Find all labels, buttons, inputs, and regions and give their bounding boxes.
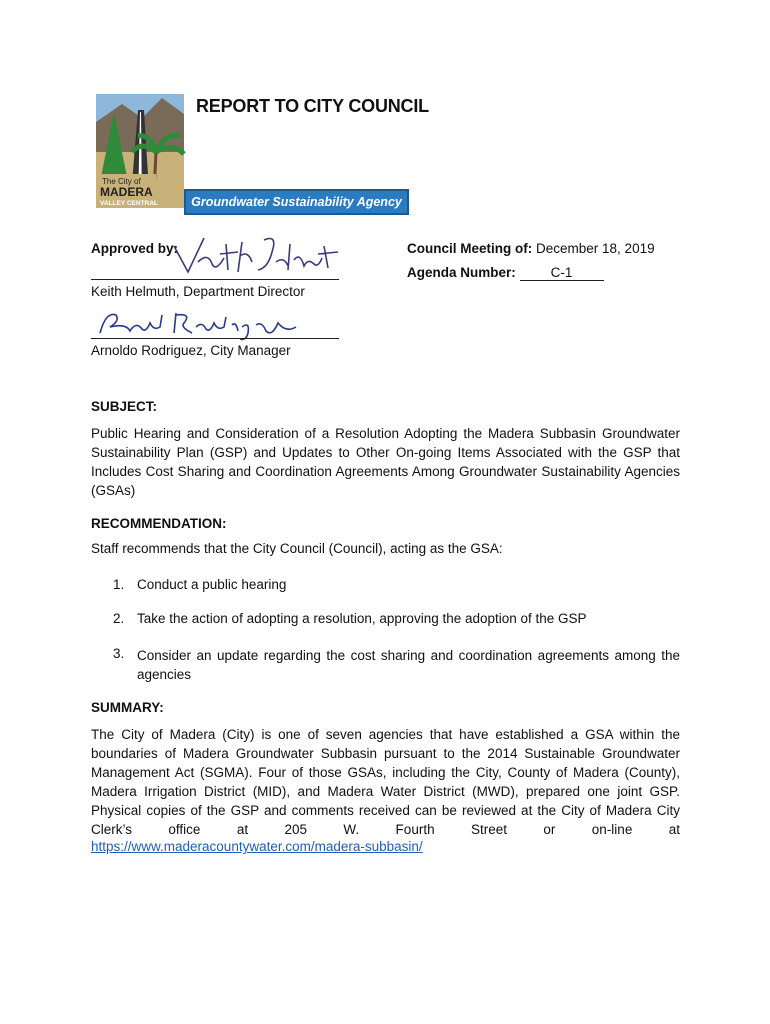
city-of-madera-logo: [92, 92, 188, 210]
manager-signature-line: [91, 338, 339, 339]
list-item-text: Consider an update regarding the cost sharing and coordination agreements among the agencies: [137, 648, 680, 682]
director-name: Keith Helmuth, Department Director: [91, 284, 305, 299]
manager-signature: [96, 303, 301, 346]
svg-text:The City of: The City of: [102, 177, 141, 186]
meeting-row: [407, 241, 655, 256]
director-signature: [168, 232, 343, 283]
list-item-number: 3.: [113, 646, 125, 661]
list-item-text: Conduct a public hearing: [137, 577, 287, 592]
recommendation-intro: Staff recommends that the City Council (Council), acting as the GSA:: [91, 541, 503, 556]
list-item: [113, 646, 680, 684]
list-item: [113, 577, 680, 592]
manager-name: Arnoldo Rodriguez, City Manager: [91, 343, 291, 358]
gsa-badge: Groundwater Sustainability Agency: [184, 189, 409, 215]
subject-heading: SUBJECT:: [91, 399, 158, 414]
approved-by-label: Approved by:: [91, 241, 179, 256]
subject-text: Public Hearing and Consideration of a Resolution Adopting the Madera Subbasin Groundwater Sustainability Plan (GSP) and Updates to Other On-going Items Associated with the GSP that Includes Cost Sharing and Coordination Agreements Among Groundwater Sustainability Agencies (GSAs): [91, 426, 680, 498]
list-item-number: 1.: [113, 577, 125, 592]
list-item-text: Take the action of adopting a resolution, approving the adoption of the GSP: [137, 611, 587, 626]
meeting-label: Council Meeting of:: [407, 241, 533, 256]
meeting-date: December 18, 2019: [536, 241, 655, 256]
report-title: REPORT TO CITY COUNCIL: [196, 96, 429, 116]
svg-text:VALLEY CENTRAL: VALLEY CENTRAL: [100, 200, 158, 207]
recommendation-heading: RECOMMENDATION:: [91, 516, 227, 531]
agenda-row: [407, 265, 604, 281]
list-item-number: 2.: [113, 611, 125, 626]
madera-subbasin-link[interactable]: https://www.maderacountywater.com/madera-subbasin/: [91, 839, 423, 854]
agenda-number: C-1: [520, 266, 604, 281]
list-item: [113, 611, 680, 626]
director-signature-line: [91, 279, 339, 280]
summary-heading: SUMMARY:: [91, 700, 164, 715]
svg-text:MADERA: MADERA: [100, 185, 153, 199]
agenda-label: Agenda Number:: [407, 265, 516, 280]
summary-text: The City of Madera (City) is one of seven agencies that have established a GSA within the boundaries of Madera Groundwater Subbasin pursuant to the 2014 Sustainable Groundwater Management Act (SGMA). Four of those GSAs, including the City, County of Madera (County), Madera Irrigation District (MID), and Madera Water District (MWD), prepared one joint GSP. Physical copies of the GSP and comments received can be reviewed at the City of Madera City Clerk’s office at 205 W. Fourth Street or on-line at: [91, 727, 680, 837]
